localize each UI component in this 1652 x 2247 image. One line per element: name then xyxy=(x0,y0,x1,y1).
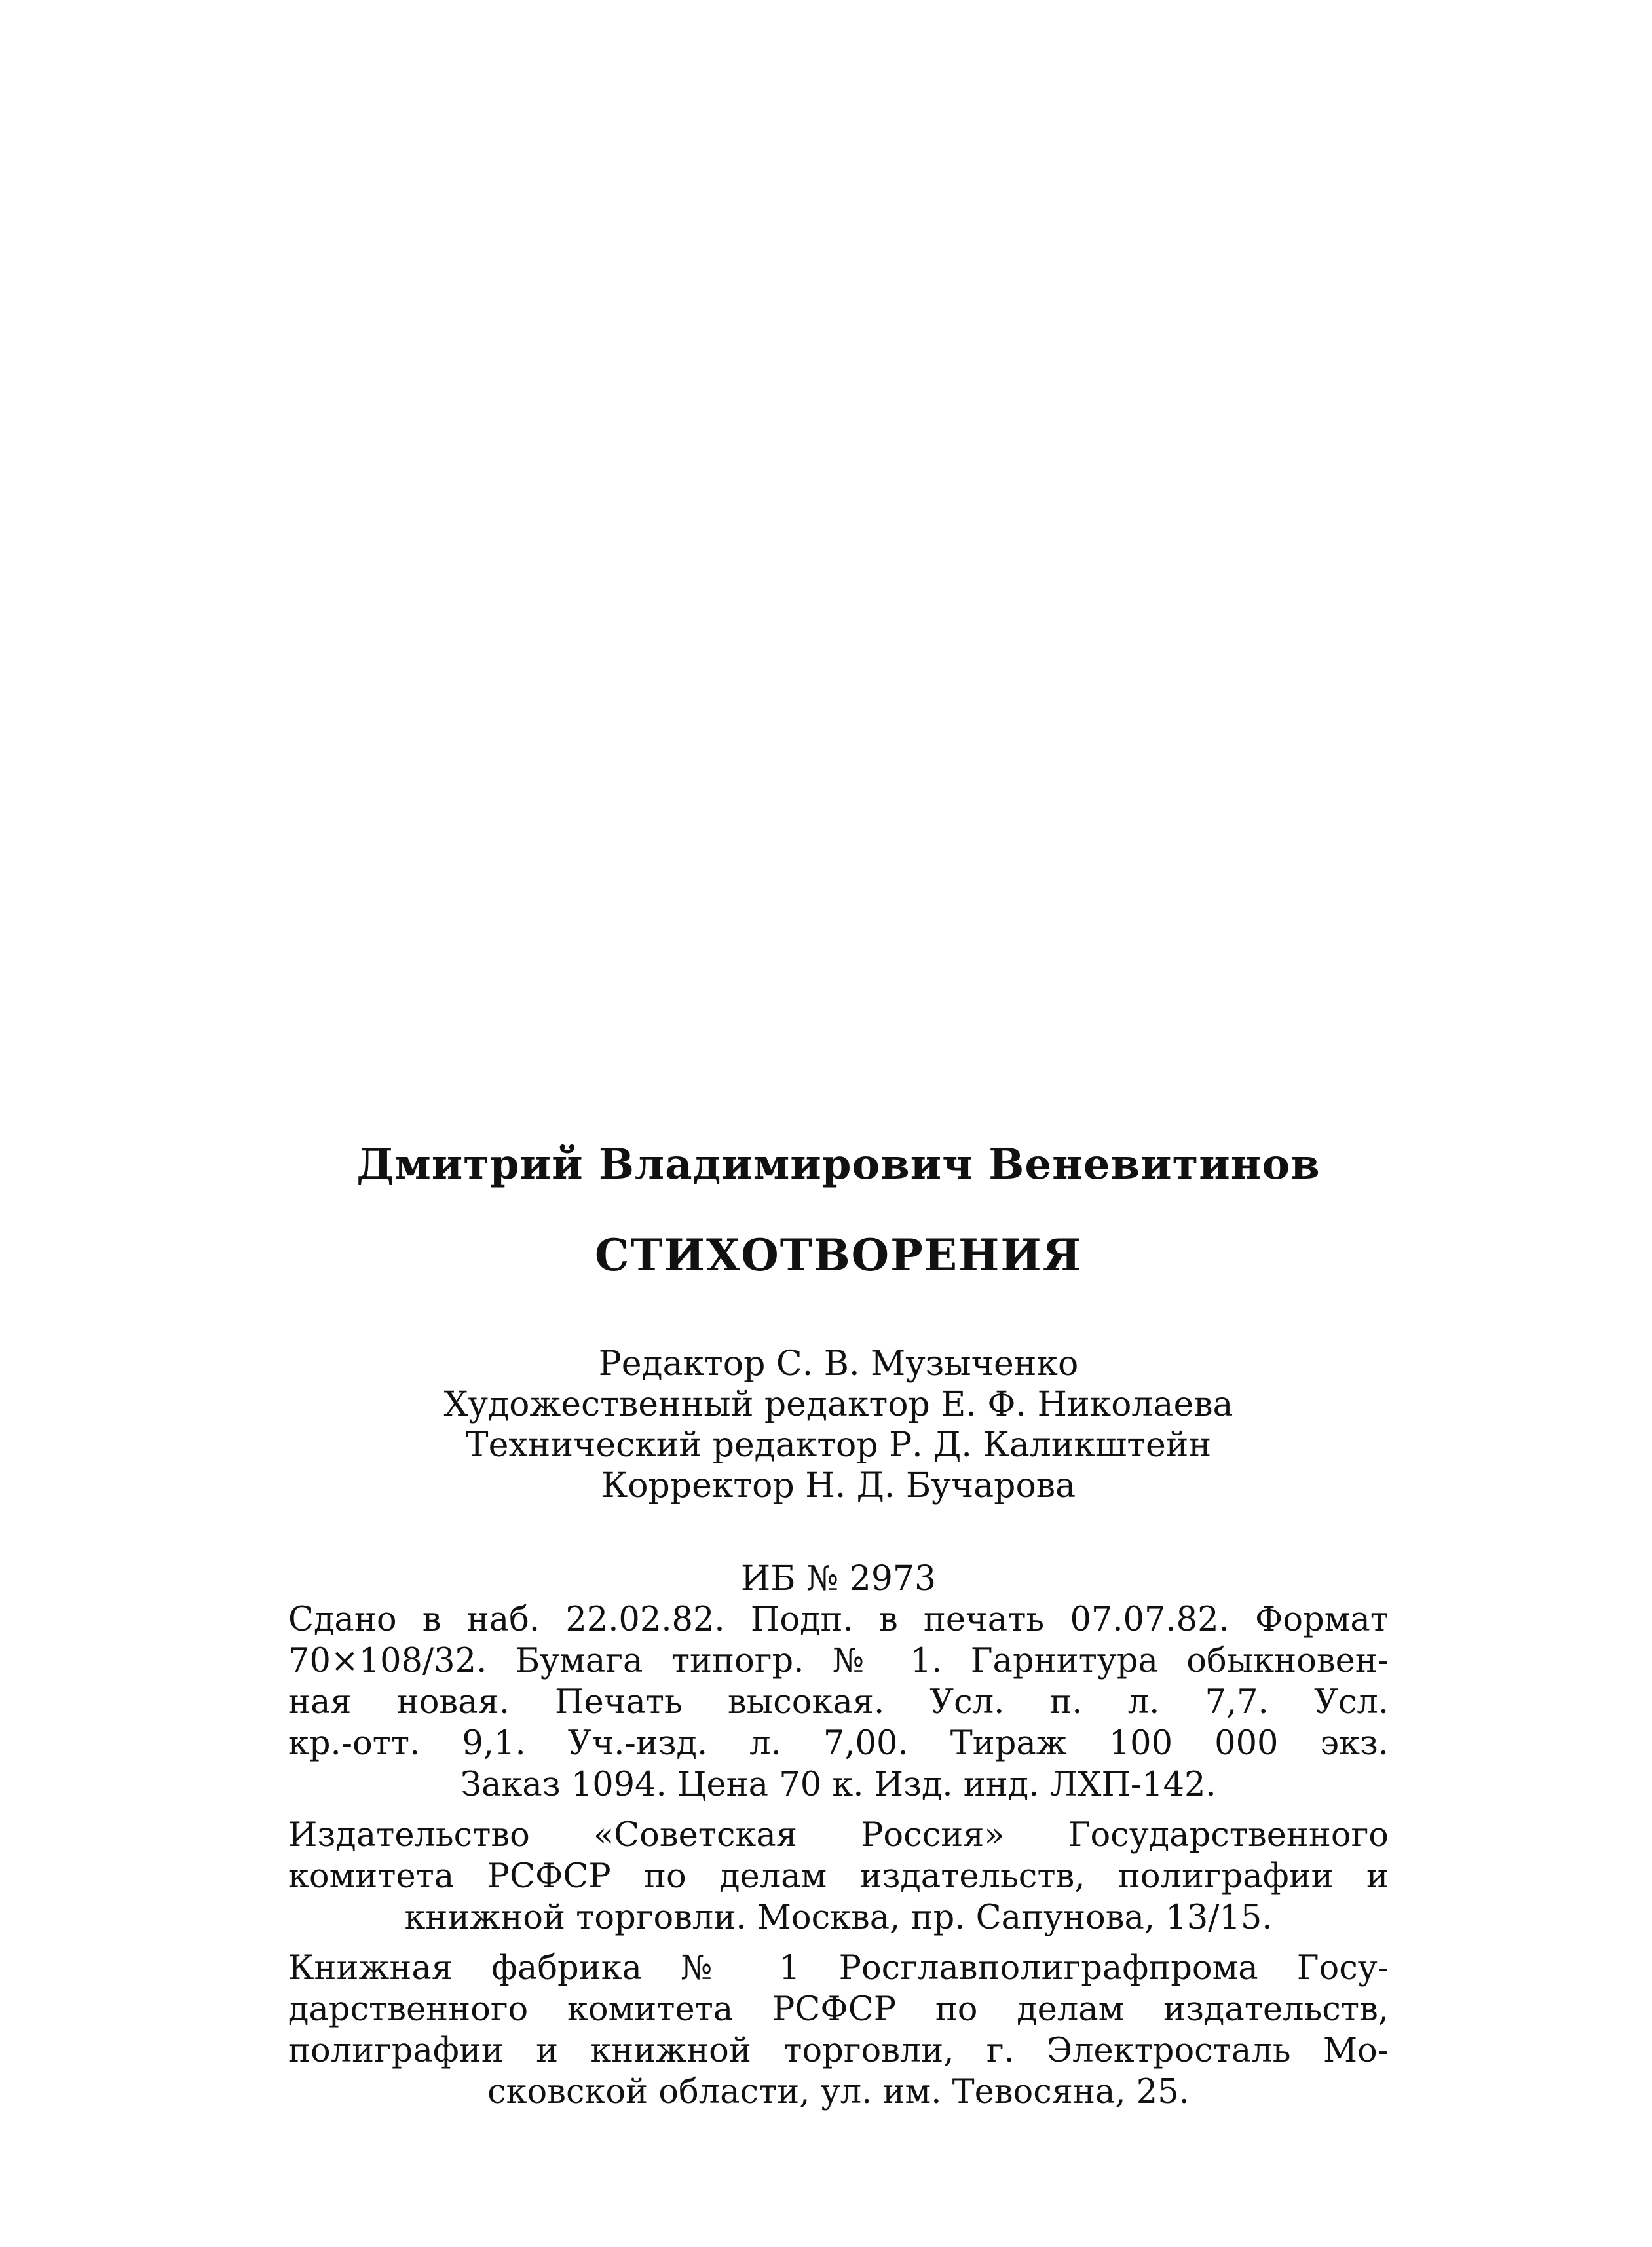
credit-proofreader: Корректор Н. Д. Бучарова xyxy=(601,1465,1076,1505)
publisher-info xyxy=(288,1815,1389,1938)
publisher-line: книжной торговли. Москва, пр. Сапунова, 13/15. xyxy=(404,1898,1273,1937)
printer-line: Книжная фабрика № 1 Росглавполиграфпрома Госу- xyxy=(288,1948,1389,1988)
publisher-line: комитета РСФСР по делам издательств, полиграфии и xyxy=(288,1857,1389,1896)
colophon-block xyxy=(288,1140,1389,2113)
author-name: Дмитрий Владимирович Веневитинов xyxy=(356,1140,1321,1189)
printer-line: дарственного комитета РСФСР по делам издательств, xyxy=(288,1990,1389,2029)
print-details-line: Сдано в наб. 22.02.82. Подп. в печать 07.07.82. Формат xyxy=(288,1600,1389,1639)
credit-editor: Редактор С. В. Музыченко xyxy=(598,1344,1079,1384)
print-details-line: Заказ 1094. Цена 70 к. Изд. инд. ЛХП-142. xyxy=(460,1765,1216,1804)
credit-technical-editor: Технический редактор Р. Д. Каликштейн xyxy=(465,1425,1212,1465)
credits-list xyxy=(288,1344,1389,1506)
book-title: СТИХОТВОРЕНИЯ xyxy=(595,1229,1082,1281)
printer-line: сковской области, ул. им. Тевосяна, 25. xyxy=(487,2072,1190,2111)
print-details-line: ная новая. Печать высокая. Усл. п. л. 7,7. Усл. xyxy=(288,1682,1389,1722)
print-details-line: 70×108/32. Бумага типогр. № 1. Гарнитура обыкновен- xyxy=(288,1641,1389,1680)
print-details xyxy=(288,1599,1389,1805)
ib-number: ИБ № 2973 xyxy=(740,1558,937,1598)
print-details-line: кр.-отт. 9,1. Уч.-изд. л. 7,00. Тираж 100 000 экз. xyxy=(288,1724,1389,1763)
printer-info xyxy=(288,1948,1389,2113)
credit-art-editor: Художественный редактор Е. Ф. Николаева xyxy=(443,1384,1233,1424)
printer-line: полиграфии и книжной торговли, г. Электросталь Мо- xyxy=(288,2031,1389,2070)
publisher-line: Издательство «Советская Россия» Государственного xyxy=(288,1815,1389,1855)
